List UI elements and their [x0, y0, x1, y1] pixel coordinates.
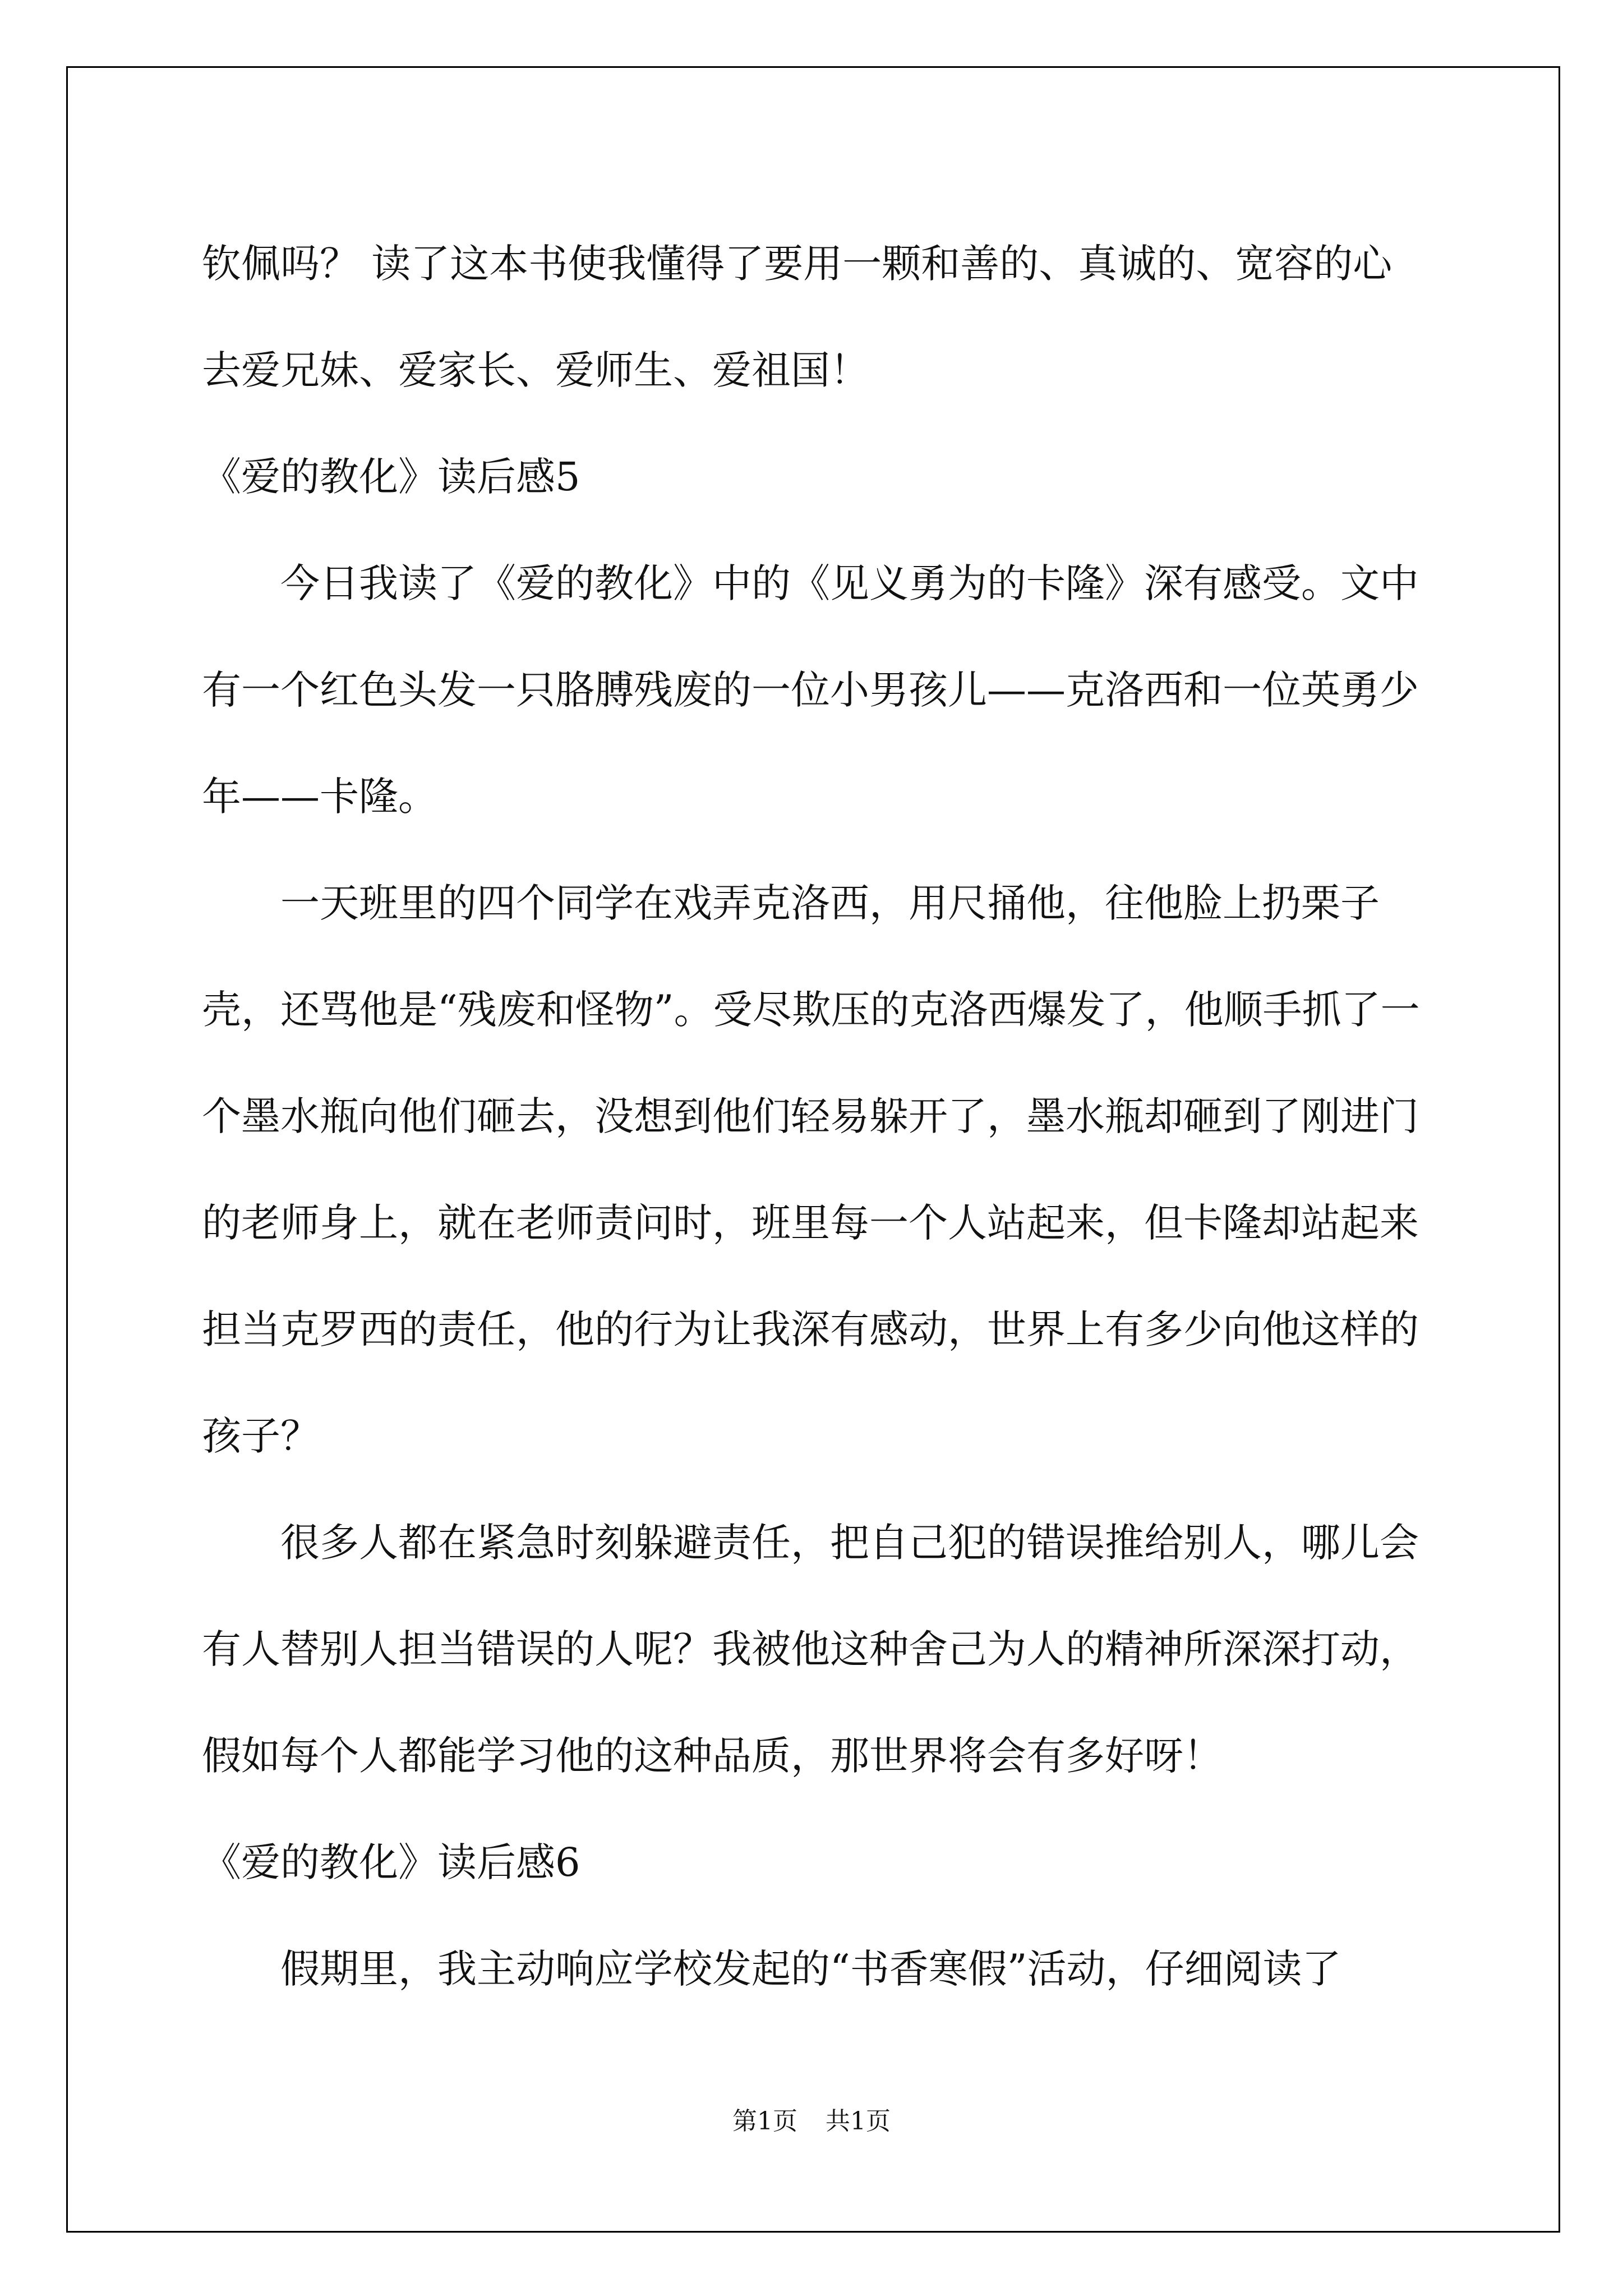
- paragraph: 很多人都在紧急时刻躲避责任，把自己犯的错误推给别人，哪儿会有人替别人担当错误的人呢？我被他这种舍己为人的精神所深深打动，假如每个人都能学习他的这种品质，那世界将会有多好呀！: [202, 1520, 1419, 1779]
- section-heading-6: 《爱的教化》读后感6: [202, 1839, 580, 1885]
- page-total: 共1页: [826, 2107, 891, 2136]
- section-heading-5: 《爱的教化》读后感5: [202, 454, 580, 500]
- page-footer: [0, 2101, 1623, 2137]
- document-body: [202, 210, 1431, 2022]
- paragraph: 假期里，我主动响应学校发起的“书香寒假”活动，仔细阅读了: [280, 1946, 1341, 1992]
- paragraph-continuation: 钦佩吗？ 读了这本书使我懂得了要用一颗和善的、真诚的、宽容的心去爱兄妹、爱家长、爱师生、爱祖国！: [202, 241, 1393, 393]
- paragraph: 一天班里的四个同学在戏弄克洛西，用尺捅他，往他脸上扔栗子壳，还骂他是“残废和怪物”。受尽欺压的克洛西爆发了，他顺手抓了一个墨水瓶向他们砸去，没想到他们轻易躲开了，墨水瓶却砸到了刚进门的老师身上，就在老师责问时，班里每一个人站起来，但卡隆却站起来担当克罗西的责任，他的行为让我深有感动，世界上有多少向他这样的孩子？: [202, 880, 1420, 1459]
- paragraph: 今日我读了《爱的教化》中的《见义勇为的卡隆》深有感受。文中有一个红色头发一只胳膊残废的一位小男孩儿——克洛西和一位英勇少年——卡隆。: [202, 560, 1419, 820]
- page-number: 第1页: [732, 2107, 797, 2136]
